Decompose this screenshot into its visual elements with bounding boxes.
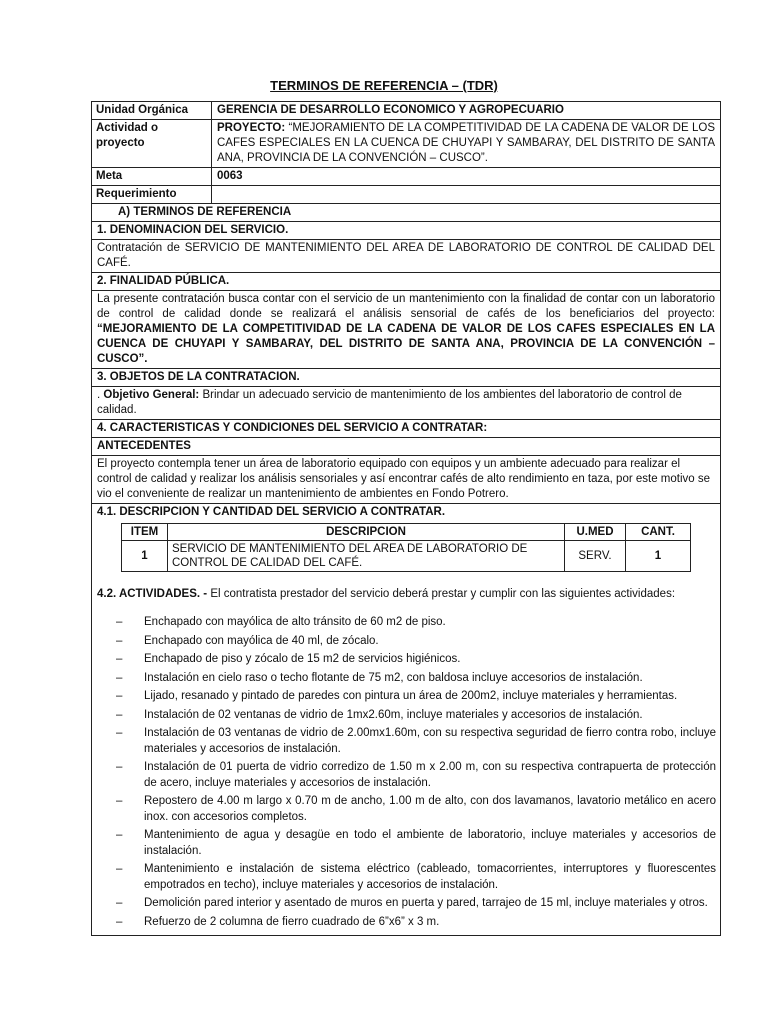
meta-value: 0063 (217, 170, 243, 182)
table-row (122, 541, 691, 572)
list-item: – Enchapado con mayólica de 40 ml, de zócalo. (116, 634, 716, 650)
service-table-header (122, 524, 691, 541)
s4-heading: 4. CARACTERISTICAS Y CONDICIONES DEL SERVICIO A CONTRATAR: (92, 420, 720, 438)
requerimiento-value (212, 186, 720, 203)
requerimiento-label: Requerimiento (92, 186, 212, 203)
list-item: – Mantenimiento e instalación de sistema eléctrico (cableado, tomacorrientes, interruptores y fluorescentes empotrados en techo), incluye materiales y accesorios de instalación. (116, 862, 716, 893)
s3-text: Brindar un adecuado servicio de mantenimiento de los ambientes del laboratorio de control de calidad. (97, 389, 682, 416)
list-item: – Lijado, resanado y pintado de paredes con pintura un área de 200m2, incluye materiales y herramientas. (116, 689, 716, 705)
requerimiento-row (92, 186, 720, 204)
col-cant: CANT. (626, 524, 691, 541)
list-item: – Repostero de 4.00 m largo x 0.70 m de ancho, 1.00 m de alto, con dos lavamanos, lavatorio metálico en acero inox. con accesorios completos. (116, 794, 716, 825)
actividad-row (92, 120, 720, 168)
list-item: – Instalación de 02 ventanas de vidrio de 1mx2.60m, incluye materiales y accesorios de instalación. (116, 708, 716, 724)
list-item: – Instalación de 03 ventanas de vidrio de 2.00mx1.60m, con su respectiva seguridad de fierro contra robo, incluye materiales y accesorios de instalación. (116, 726, 716, 757)
unidad-value: GERENCIA DE DESARROLLO ECONOMICO Y AGROPECUARIO (217, 104, 564, 116)
s3-label: Objetivo General: (103, 389, 200, 401)
s1-service: SERVICIO DE MANTENIMIENTO DEL AREA DE LABORATORIO DE CONTROL DE CALIDAD DEL CAFÉ. (97, 242, 715, 269)
s2-body (92, 291, 720, 369)
list-item: – Instalación de 01 puerta de vidrio corredizo de 1.50 m x 2.00 m, con su respectiva contrapuerta de protección de acero, incluye materiales y accesorios de instalación. (116, 760, 716, 791)
col-descripcion: DESCRIPCION (168, 524, 565, 541)
actividad-value (212, 120, 720, 167)
proyecto-label: PROYECTO: (217, 122, 286, 134)
actividad-label: Actividad o proyecto (92, 120, 212, 167)
s1-prefix: Contratación de (97, 242, 185, 254)
col-umed: U.MED (565, 524, 626, 541)
s3-prefix: . (97, 389, 104, 401)
unidad-label: Unidad Orgánica (92, 102, 212, 119)
document-title: TERMINOS DE REFERENCIA – (TDR) (270, 78, 498, 93)
activities-list (92, 615, 720, 930)
list-item: – Mantenimiento de agua y desagüe en todo el ambiente de laboratorio, incluye materiales y accesorios de instalación. (116, 828, 716, 859)
service-table (121, 523, 691, 572)
col-item: ITEM (122, 524, 168, 541)
cell-item: 1 (122, 541, 168, 572)
s42-text: El contratista prestador del servicio deberá prestar y cumplir con las siguientes actividades: (207, 588, 676, 600)
s2-text: La presente contratación busca contar con el servicio de un mantenimiento con la finalidad de contar con un laboratorio de control de calidad donde se realizará el análisis sensorial de cafés de los beneficiarios del proyecto: (97, 293, 715, 320)
s3-body (92, 387, 720, 420)
s3-heading: 3. OBJETOS DE LA CONTRATACION. (92, 369, 720, 387)
unidad-row (92, 102, 720, 120)
s2-project: “MEJORAMIENTO DE LA COMPETITIVIDAD DE LA CADENA DE VALOR DE LOS CAFES ESPECIALES EN LA CUENCA DE CHUYAPI Y SAMBARAY, DEL DISTRITO DE SANTA ANA, PROVINCIA DE LA CONVENCIÓN – CUSCO”. (97, 323, 715, 365)
proyecto-text: “MEJORAMIENTO DE LA COMPETITIVIDAD DE LA CADENA DE VALOR DE LOS CAFES ESPECIALES EN LA CUENCA DE CHUYAPI Y SAMBARAY, DEL DISTRITO DE SANTA ANA, PROVINCIA DE LA CONVENCIÓN – CUSCO”. (217, 122, 715, 164)
meta-row (92, 168, 720, 186)
antecedentes-heading: ANTECEDENTES (92, 438, 720, 456)
cell-descripcion: SERVICIO DE MANTENIMIENTO DEL AREA DE LABORATORIO DE CONTROL DE CALIDAD DEL CAFÉ. (168, 541, 565, 572)
s42-heading: 4.2. ACTIVIDADES. - (97, 588, 208, 600)
s2-heading: 2. FINALIDAD PÚBLICA. (92, 273, 720, 291)
tdr-form (91, 101, 721, 936)
list-item: – Instalación en cielo raso o techo flotante de 75 m2, con baldosa incluye accesorios de instalación. (116, 671, 716, 687)
antecedentes-body: El proyecto contempla tener un área de laboratorio equipado con equipos y un ambiente adecuado para realizar el control de calidad y realizar los análisis sensoriales y así encontrar cafés de alto rendimiento en taza, por este motivo se vio el conveniente de realizar un mantenimiento de ambientes en Fondo Potrero. (92, 456, 720, 504)
s42-intro (92, 586, 720, 603)
meta-label: Meta (92, 168, 212, 185)
s1-body (92, 240, 720, 273)
section-a-heading: A) TERMINOS DE REFERENCIA (92, 204, 720, 222)
list-item: – Refuerzo de 2 columna de fierro cuadrado de 6”x6” x 3 m. (116, 915, 716, 931)
list-item: – Enchapado con mayólica de alto tránsito de 60 m2 de piso. (116, 615, 716, 631)
list-item: – Demolición pared interior y asentado de muros en puerta y pared, tarrajeo de 15 ml, incluye materiales y otros. (116, 896, 716, 912)
cell-umed: SERV. (565, 541, 626, 572)
s1-heading: 1. DENOMINACION DEL SERVICIO. (92, 222, 720, 240)
cell-cant: 1 (626, 541, 691, 572)
s41-heading: 4.1. DESCRIPCION Y CANTIDAD DEL SERVICIO A CONTRATAR. (97, 506, 446, 518)
list-item: – Enchapado de piso y zócalo de 15 m2 de servicios higiénicos. (116, 652, 716, 668)
